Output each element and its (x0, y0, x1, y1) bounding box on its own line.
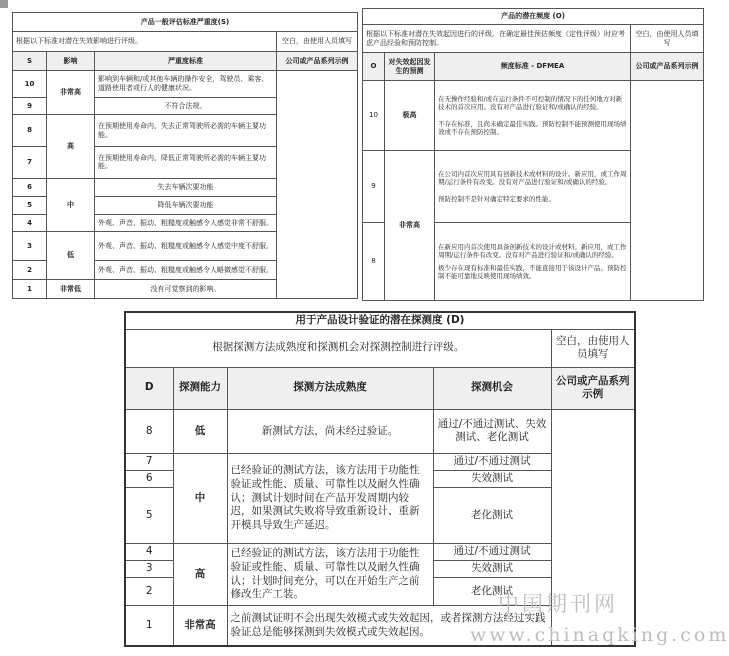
occurrence-prediction: 非常高 (385, 151, 435, 301)
detection-title: 用于产品设计验证的潜在探测度 (D) (125, 312, 635, 329)
detection-maturity: 新测试方法，尚未经过验证。 (227, 409, 433, 453)
detection-opportunity: 通过/不通过测试、失效测试、老化测试 (433, 409, 551, 453)
severity-criteria: 不符合法规。 (95, 98, 277, 115)
severity-table (12, 12, 358, 299)
occurrence-header-o: O (363, 53, 385, 81)
occurrence-criteria-line: 在新应用内首次使用具备创新技术的设计或材料。新应用，或工作周期/运行条件有改变。没有对产品进行验证和/或确认的经验。 (438, 243, 627, 260)
detection-ability: 高 (173, 544, 227, 606)
detection-rank: 1 (125, 606, 173, 646)
severity-criteria: 在预期使用寿命内，失去正常驾驶所必需的车辆主要功能。 (95, 115, 277, 147)
detection-opportunity: 老化测试 (433, 578, 551, 606)
occurrence-criteria (435, 81, 631, 151)
detection-rank: 6 (125, 471, 173, 488)
occurrence-criteria-line: 极少存在现有标准和最佳实践，不能直接用于该设计产品。预防控制不能可靠地反映使用现场绩效。 (438, 263, 627, 280)
severity-rank: 2 (13, 260, 47, 279)
occurrence-header-criteria: 频度标准 - DFMEA (435, 53, 631, 81)
detection-ability: 低 (173, 409, 227, 453)
severity-header-s: S (13, 52, 47, 71)
detection-ability: 中 (173, 453, 227, 543)
occurrence-title: 产品的潜在频度 (O) (363, 9, 704, 25)
severity-rank: 10 (13, 71, 47, 98)
severity-table-panel (12, 12, 357, 299)
severity-rank: 9 (13, 98, 47, 115)
occurrence-table-panel (362, 8, 703, 300)
severity-criteria: 影响到车辆和/或其他车辆的操作安全，驾驶员、乘客、道路使用者或行人的健康状况。 (95, 71, 277, 98)
occurrence-criteria-line: 在无操作经验和/或在运行条件不可控制的情况下的任何地方对新技术的首次应用。没有对产品进行验证和/或确认的经验。 (438, 95, 623, 112)
severity-effect: 高 (47, 115, 95, 178)
detection-rank: 2 (125, 578, 173, 606)
severity-rank: 7 (13, 146, 47, 178)
watermark-url: www.chinaqking.com (470, 624, 729, 646)
detection-maturity: 已经验证的测试方法，该方法用于功能性验证或性能、质量、可靠性以及耐久性确认；测试计划时间在产品开发周期内较迟，如果测试失败将导致重新设计、重新开模具导致生产延迟。 (227, 453, 433, 543)
detection-header-example: 公司或产品系列示例 (551, 367, 635, 409)
occurrence-fill-note: 空白，由使用人员填写 (631, 25, 704, 53)
severity-effect: 低 (47, 232, 95, 279)
severity-rank: 8 (13, 115, 47, 147)
detection-opportunity: 失效测试 (433, 471, 551, 488)
occurrence-header-prediction: 对失效起因发生的预测 (385, 53, 435, 81)
detection-rank: 5 (125, 488, 173, 544)
detection-opportunity: 通过/不通过测试 (433, 453, 551, 470)
detection-rank: 8 (125, 409, 173, 453)
occurrence-rank: 9 (363, 151, 385, 223)
occurrence-prediction: 极高 (385, 81, 435, 151)
severity-rank: 1 (13, 279, 47, 298)
severity-effect: 非常低 (47, 279, 95, 298)
occurrence-criteria-line: 在公司内首次应用具有创新技术或材料的设计。新应用，或工作周期/运行条件有改变。没有对产品进行验证和/或确认的经验。 (438, 170, 627, 187)
detection-rank: 7 (125, 453, 173, 470)
occurrence-criteria (435, 151, 631, 223)
severity-rank: 3 (13, 232, 47, 260)
detection-maturity: 之前测试证明不会出现失效模式或失效起因，或者探测方法经过实践验证总是能够探测到失效模式或失效起因。 (227, 606, 551, 646)
detection-fill-note: 空白，由使用人员填写 (551, 329, 635, 367)
severity-rank: 6 (13, 178, 47, 196)
watermark-cn: 中国期刊网 (498, 592, 618, 616)
occurrence-criteria-line: 预防控制不是针对确定特定要求的性能。 (438, 194, 555, 203)
severity-criteria: 在预期使用寿命内，降低正常驾驶所必需的车辆主要功能。 (95, 146, 277, 178)
occurrence-header-example: 公司或产品系列示例 (631, 53, 704, 81)
severity-effect: 非常高 (47, 71, 95, 115)
occurrence-rank: 10 (363, 81, 385, 151)
severity-note: 根据以下标准对潜在失效影响进行评级。 (13, 31, 277, 51)
detection-rank: 4 (125, 544, 173, 561)
severity-rank: 4 (13, 214, 47, 232)
severity-criteria: 没有可觉察到的影响。 (95, 279, 277, 298)
severity-rank: 5 (13, 196, 47, 214)
detection-maturity: 已经验证的测试方法，该方法用于功能性验证或性能、质量、可靠性以及耐久性确认；计划时间充分，可以在开始生产之前修改生产工装。 (227, 544, 433, 606)
occurrence-rank: 8 (363, 223, 385, 301)
occurrence-note: 根据以下标准对潜在失效起因进行的评级。在确定最佳预估频度（定性评级）时应考虑产品经验和预防控制。 (363, 25, 631, 53)
severity-fill-note: 空白，由使用人员填写 (277, 31, 358, 51)
detection-header-ability: 探测能力 (173, 367, 227, 409)
severity-header-example: 公司或产品系列示例 (277, 52, 358, 71)
detection-header-opportunity: 探测机会 (433, 367, 551, 409)
occurrence-table (362, 8, 704, 301)
occurrence-criteria-line: 不存在标准，且尚未确定最佳实践。预防控制不能预测使用现场绩效或不存在预防控制。 (438, 119, 627, 136)
corner-mark (0, 0, 8, 8)
detection-note: 根据探测方法成熟度和探测机会对探测控制进行评级。 (125, 329, 551, 367)
severity-criteria: 外观、声音、振动、粗糙度或触感令人感觉非常不舒服。 (95, 214, 277, 232)
severity-criteria: 降低车辆次要功能 (95, 196, 277, 214)
severity-effect: 中 (47, 178, 95, 232)
detection-opportunity: 失效测试 (433, 561, 551, 578)
detection-header-maturity: 探测方法成熟度 (227, 367, 433, 409)
detection-ability: 非常高 (173, 606, 227, 646)
severity-criteria: 外观、声音、振动、粗糙度或触感令人感觉中度不舒服。 (95, 232, 277, 260)
severity-header-criteria: 严重度标准 (95, 52, 277, 71)
detection-opportunity: 通过/不通过测试 (433, 544, 551, 561)
severity-example-blank (277, 71, 358, 299)
detection-opportunity: 老化测试 (433, 488, 551, 544)
severity-criteria: 外观、声音、振动、粗糙度或触感令人略微感觉不舒服。 (95, 260, 277, 279)
occurrence-criteria (435, 223, 631, 301)
detection-rank: 3 (125, 561, 173, 578)
occurrence-example-blank (631, 81, 704, 301)
detection-header-d: D (125, 367, 173, 409)
severity-header-effect: 影响 (47, 52, 95, 71)
severity-criteria: 失去车辆次要功能 (95, 178, 277, 196)
severity-title: 产品一般评估标准严重度(S) (13, 13, 358, 32)
